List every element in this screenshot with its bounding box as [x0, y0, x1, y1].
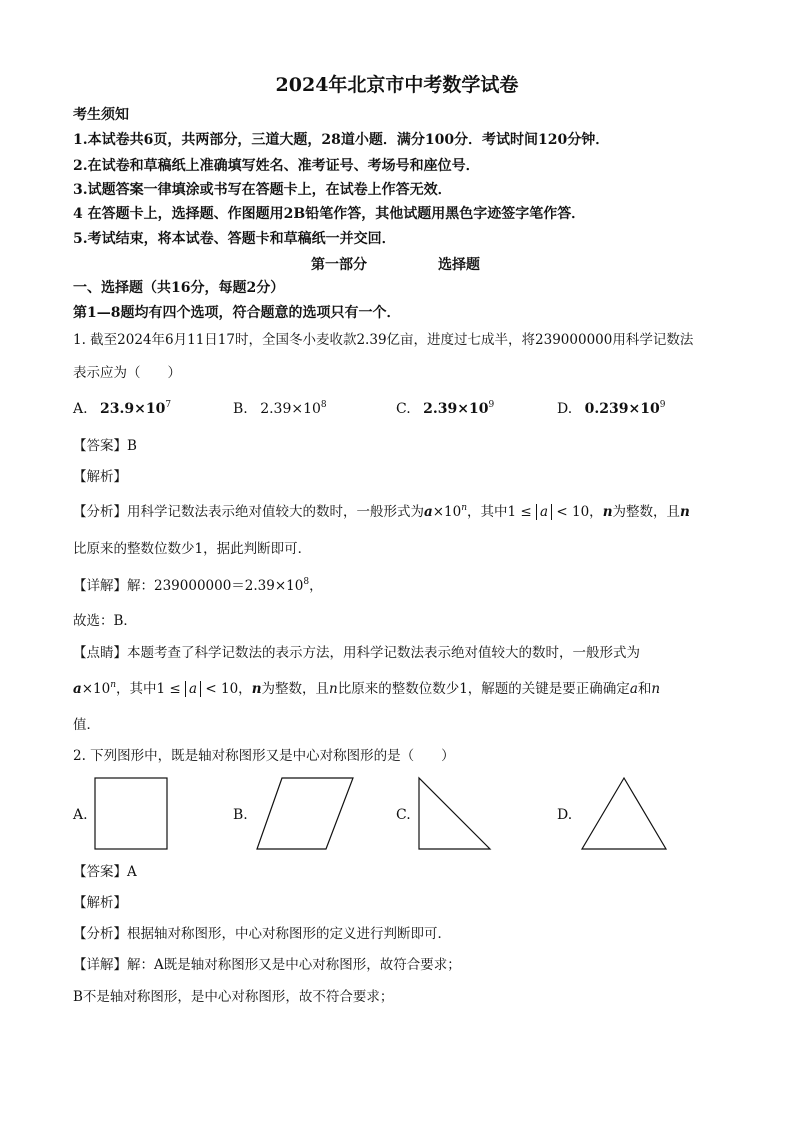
- parallelogram-shape: [254, 776, 356, 852]
- dianjing-text: 为整数，且: [261, 681, 330, 697]
- part-name: 选择题: [438, 257, 480, 273]
- q2-fenxi: [73, 925, 451, 943]
- option-value: 23.9×10: [100, 401, 166, 417]
- abs-a: [185, 681, 201, 697]
- xiangjie-text: 解：A既是轴对称图形又是中心对称图形，故符合要求；: [127, 957, 461, 973]
- answer-label: 【答案】: [73, 864, 127, 880]
- var-n: n: [461, 503, 468, 513]
- equilateral-triangle-shape: [580, 776, 670, 852]
- q1-option-a: [73, 400, 171, 418]
- option-letter: C.: [396, 401, 411, 417]
- xiangjie-end: ，: [309, 578, 323, 594]
- q1-option-d: [557, 400, 665, 418]
- fenxi-text: 用科学记数法表示绝对值较大的数时，一般形式为: [127, 504, 424, 520]
- option-exponent: 9: [659, 400, 666, 410]
- notice-item-3: 3.试题答案一律填涂或书写在答题卡上，在试卷上作答无效．: [73, 182, 452, 198]
- section-heading: 一、选择题（共16分，每题2分）: [73, 280, 285, 296]
- right-triangle-outline: [419, 778, 490, 849]
- notice-item-1: 1.本试卷共6页，共两部分，三道大题，28道小题．满分100分．考试时间120分钟．: [73, 132, 610, 148]
- q1-dianjing-line3: 值．: [73, 717, 100, 733]
- var-n: n: [651, 681, 661, 697]
- var-n: n: [602, 504, 613, 520]
- fenxi-text: 根据轴对称图形，中心对称图形的定义进行判断即可．: [127, 926, 451, 942]
- fenxi-text: < 10，: [556, 504, 603, 520]
- notice-item-5: 5.考试结束，将本试卷、答题卡和草稿纸一并交回．: [73, 231, 396, 247]
- option-value: 0.239×10: [584, 401, 660, 417]
- q1-xiangjie: [73, 577, 323, 595]
- fenxi-label: 【分析】: [73, 504, 127, 520]
- times-ten: ×10: [81, 681, 111, 697]
- xiangjie-label: 【详解】: [73, 957, 127, 973]
- q1-analysis-label: 【解析】: [73, 469, 127, 485]
- q1-choose: 故选：B．: [73, 613, 137, 629]
- dianjing-label: 【点睛】: [73, 645, 127, 661]
- option-value: 2.39×10: [423, 401, 489, 417]
- q1-fenxi-line2: 比原来的整数位数少1，据此判断即可．: [73, 541, 312, 557]
- fenxi-label: 【分析】: [73, 926, 127, 942]
- q1-stem-line1: 1. 截至2024年6月11日17时，全国冬小麦收款2.39亿亩，进度过七成半，将239000000用科学记数法: [73, 332, 694, 348]
- var-a: a: [424, 504, 433, 520]
- dianjing-he: 和: [637, 681, 652, 697]
- answer-label: 【答案】: [73, 438, 127, 454]
- q2-option-a-letter: A.: [73, 807, 88, 823]
- xiangjie-label: 【详解】: [73, 578, 127, 594]
- var-a: a: [73, 681, 82, 697]
- xiangjie-exponent: 8: [303, 577, 310, 587]
- dianjing-text: 本题考查了科学记数法的表示方法，用科学记数法表示绝对值较大的数时，一般形式为: [127, 645, 640, 661]
- square-outline: [95, 778, 167, 849]
- page-title: 2024年北京市中考数学试卷: [275, 74, 519, 96]
- q2-answer: [73, 863, 137, 881]
- answer-value: A: [127, 864, 137, 880]
- dianjing-text: ，其中1 ≤: [116, 681, 181, 697]
- fenxi-text: ，其中1 ≤: [467, 504, 532, 520]
- var-a: a: [189, 681, 198, 697]
- equilateral-triangle-outline: [582, 778, 666, 849]
- var-n: n: [110, 680, 117, 690]
- times-ten: ×10: [432, 504, 462, 520]
- parallelogram-outline: [257, 778, 353, 849]
- xiangjie-text: 解：239000000＝2.39×10: [127, 578, 304, 594]
- var-n: n: [680, 504, 690, 520]
- option-letter: B.: [233, 401, 248, 417]
- q2-analysis-label: 【解析】: [73, 895, 127, 911]
- fenxi-text: 为整数，且: [612, 504, 681, 520]
- q2-option-b-letter: B.: [233, 807, 248, 823]
- q1-dianjing: [73, 644, 640, 662]
- notice-heading: 考生须知: [73, 107, 129, 123]
- option-exponent: 8: [320, 400, 327, 410]
- notice-item-4: 4 在答题卡上，选择题、作图题用2B铅笔作答，其他试题用黑色字迹签字笔作答．: [73, 206, 586, 222]
- dianjing-text: 比原来的整数位数少1，解题的关键是要正确确定: [337, 681, 630, 697]
- option-value: 2.39×10: [260, 401, 321, 417]
- q1-option-c: [396, 400, 494, 418]
- option-letter: D.: [557, 401, 573, 417]
- right-triangle-shape: [416, 776, 494, 852]
- q2-xiangjie: [73, 956, 461, 974]
- q1-stem-line2: 表示应为（ ）: [73, 365, 181, 381]
- option-letter: A.: [73, 401, 88, 417]
- dianjing-text: < 10，: [205, 681, 252, 697]
- q1-answer: [73, 437, 137, 455]
- q1-option-b: [233, 400, 327, 418]
- part-label: 第一部分: [311, 257, 367, 273]
- var-n: n: [251, 681, 262, 697]
- var-n: n: [329, 681, 338, 697]
- q1-dianjing-line2: [73, 680, 660, 698]
- abs-a: [536, 504, 552, 520]
- q2-option-d-letter: D.: [557, 807, 573, 823]
- q2-option-c-letter: C.: [396, 807, 411, 823]
- var-a: a: [540, 504, 549, 520]
- var-a: a: [629, 681, 638, 697]
- notice-item-2: 2.在试卷和草稿纸上准确填写姓名、准考证号、考场号和座位号．: [73, 158, 480, 174]
- option-exponent: 9: [488, 400, 495, 410]
- option-exponent: 7: [165, 400, 172, 410]
- square-shape: [93, 776, 171, 852]
- section-instruction: 第1—8题均有四个选项，符合题意的选项只有一个．: [73, 305, 401, 321]
- answer-value: B: [127, 438, 137, 454]
- q1-fenxi: [73, 503, 690, 521]
- q2-line-b: B不是轴对称图形，是中心对称图形，故不符合要求；: [73, 989, 394, 1005]
- q2-stem: 2. 下列图形中，既是轴对称图形又是中心对称图形的是（ ）: [73, 748, 455, 764]
